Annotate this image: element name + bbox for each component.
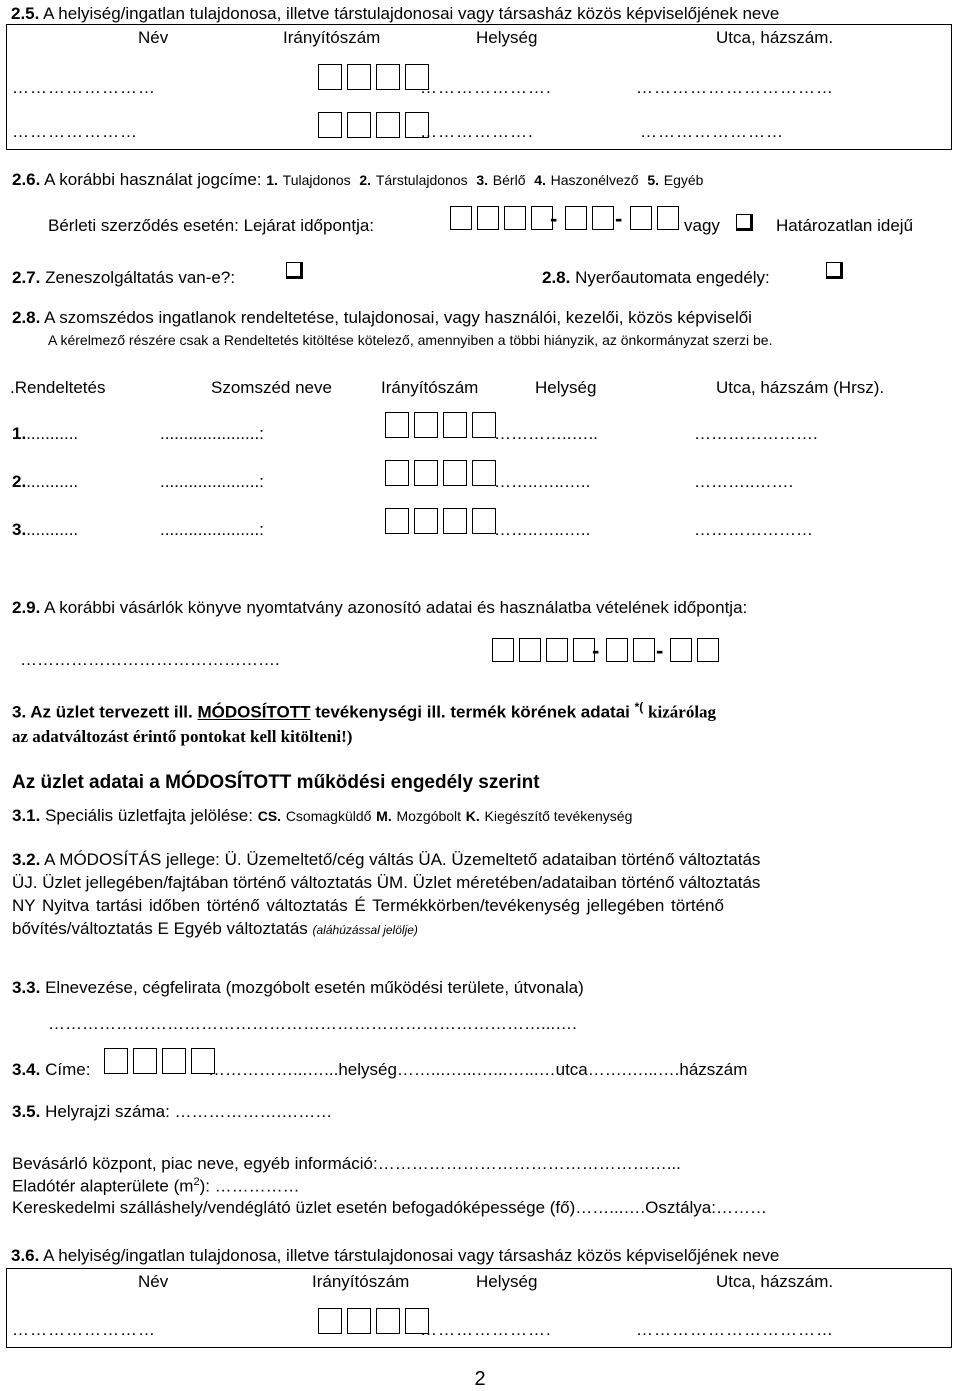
owner-name-field[interactable]: ……………………: [12, 1320, 156, 1339]
digit-box[interactable]: [376, 1308, 400, 1334]
col-city-header: Helység: [476, 1272, 538, 1291]
lease-expiry-label: Bérleti szerződés esetén: Lejárat időpontja:: [48, 216, 375, 235]
section-3-5: [12, 1102, 332, 1122]
date-dash: -: [592, 638, 600, 663]
col-city-header: Helység: [476, 28, 538, 47]
section-text: Címe:: [45, 1060, 91, 1079]
section-number: 2.5.: [11, 4, 40, 23]
digit-box[interactable]: [376, 112, 400, 138]
section-text: Elnevezése, cégfelirata (mozgóbolt esetén működési területe, útvonala): [45, 978, 584, 997]
section-text: A MÓDOSÍTÁS jellege:: [44, 850, 220, 869]
capacity-class-field[interactable]: Kereskedelmi szálláshely/vendéglátó üzlet esetén befogadóképessége (fő)……...….Osztálya:………: [12, 1198, 767, 1217]
shopping-center-field[interactable]: Bevásárló központ, piac neve, egyéb információ:……………………………………………...: [12, 1154, 681, 1173]
section-text: A szomszédos ingatlanok rendeltetése, tulajdonosai, vagy használói, kezelői, közös képviselői: [44, 308, 752, 327]
book-month-boxes[interactable]: [606, 638, 655, 662]
digit-box[interactable]: [414, 460, 438, 486]
digit-box[interactable]: [414, 508, 438, 534]
owner-name-field[interactable]: ……………………: [12, 78, 156, 97]
digit-box[interactable]: [162, 1048, 186, 1074]
digit-box[interactable]: [385, 412, 409, 438]
checkbox-icon[interactable]: [736, 214, 753, 231]
digit-box[interactable]: [606, 638, 628, 662]
section-3-title: [12, 700, 716, 723]
digit-box[interactable]: [347, 1308, 371, 1334]
section-title: A helyiség/ingatlan tulajdonosa, illetve társtulajdonosai vagy társasház közös képviselőjének neve: [43, 4, 780, 23]
section-3-heading: Az üzlet adatai a MÓDOSÍTOTT működési engedély szerint: [12, 772, 540, 793]
neighbor-zip-boxes[interactable]: [385, 508, 496, 534]
customer-book-id-field[interactable]: ……………………………………….: [20, 650, 280, 669]
lease-year-boxes[interactable]: [450, 206, 553, 230]
digit-box[interactable]: [519, 638, 541, 662]
digit-box[interactable]: [477, 206, 499, 230]
section-2-8-neighbors: [12, 308, 752, 328]
purpose-field[interactable]: ...........: [26, 472, 79, 491]
section-3-1: [12, 806, 632, 826]
neighbor-row-1[interactable]: [12, 424, 78, 444]
parcel-number-field[interactable]: ……………….………: [174, 1102, 333, 1121]
neighbor-row-2[interactable]: [12, 472, 78, 492]
modification-options-line-1[interactable]: Ü. Üzemeltető/cég váltás ÜA. Üzemeltető adataiban történő változtatás: [224, 850, 761, 869]
digit-box[interactable]: [318, 1308, 342, 1334]
section-2-9: [12, 598, 747, 618]
section-text: A korábbi vásárlók könyve nyomtatvány azonosító adatai és használatba vételének időpontja:: [44, 598, 748, 617]
or-label: vagy: [684, 216, 720, 235]
digit-box[interactable]: [472, 508, 496, 534]
option-owner[interactable]: Tulajdonos: [282, 172, 351, 188]
owner-city-field[interactable]: ………………….: [420, 1320, 552, 1339]
section-number: 2.8.: [12, 308, 41, 327]
digit-box[interactable]: [504, 206, 526, 230]
digit-box[interactable]: [546, 638, 568, 662]
section-number: 3.5.: [12, 1102, 41, 1121]
indefinite-checkbox[interactable]: [736, 214, 753, 234]
option-code: M.: [376, 808, 392, 824]
digit-box[interactable]: [104, 1048, 128, 1074]
owner-zip-boxes-2[interactable]: [318, 112, 429, 138]
shop-zip-boxes[interactable]: [104, 1048, 215, 1074]
digit-box[interactable]: [318, 112, 342, 138]
row-number: 2.: [12, 472, 27, 491]
col-zip-header: Irányítószám: [312, 1272, 410, 1291]
checkbox-icon[interactable]: [286, 262, 303, 279]
title-part: 3. Az üzlet tervezett ill.: [12, 702, 193, 722]
modification-option-text[interactable]: bővítés/változtatás E Egyéb változtatás: [12, 919, 308, 938]
modification-options-line-2[interactable]: ÜJ. Üzlet jellegében/fajtában történő változtatás ÜM. Üzlet méretében/adataiban történő változtatás: [12, 873, 761, 892]
option-code: K.: [465, 808, 480, 824]
title-part: tevékenységi ill. termék körének adatai: [315, 702, 630, 722]
digit-box[interactable]: [630, 206, 652, 230]
date-dash: -: [550, 206, 558, 231]
shop-name-field[interactable]: ……………………………………………………………………………...….: [48, 1014, 577, 1033]
section-number: 3.3.: [12, 978, 41, 997]
digit-box[interactable]: [472, 460, 496, 486]
sales-area-label: Eladótér alapterülete (m: [12, 1176, 194, 1196]
section-2-6: [12, 170, 703, 190]
option-usufructuary[interactable]: Haszonélvező: [550, 172, 639, 188]
option-number: 4.: [534, 172, 546, 188]
sales-area-dots[interactable]: ): ……………: [199, 1176, 300, 1196]
digit-box[interactable]: [376, 64, 400, 90]
digit-box[interactable]: [385, 508, 409, 534]
digit-box[interactable]: [385, 460, 409, 486]
digit-box[interactable]: [133, 1048, 157, 1074]
purpose-field[interactable]: ...........: [26, 520, 79, 539]
title-modified: MÓDOSÍTOTT: [197, 702, 311, 722]
option-tenant[interactable]: Bérlő: [492, 172, 526, 188]
owner-name-field-2[interactable]: …………………: [12, 122, 138, 141]
option-mail-order[interactable]: Csomagküldő: [285, 808, 372, 824]
section-number: 2.9.: [12, 598, 41, 617]
col-street-header: Utca, házszám.: [716, 1272, 834, 1291]
gaming-license-checkbox[interactable]: [826, 262, 843, 282]
owner-zip-boxes[interactable]: [318, 1308, 429, 1334]
section-2-5-title: [11, 4, 779, 24]
section-text: Helyrajzi száma:: [45, 1102, 170, 1121]
section-number: 2.8.: [542, 268, 571, 287]
neighbor-city-field[interactable]: ……..…..…..: [494, 520, 591, 539]
option-number: 2.: [359, 172, 372, 188]
neighbor-city-field[interactable]: ……..…..…..: [494, 472, 591, 491]
section-number: 3.6.: [11, 1246, 40, 1265]
option-number: 3.: [476, 172, 489, 188]
lease-month-boxes[interactable]: [565, 206, 614, 230]
digit-box[interactable]: [565, 206, 587, 230]
row-number: 3.: [12, 520, 27, 539]
section-3-instruction: az adatváltozást érintő pontokat kell kitölteni!): [12, 727, 353, 746]
section-number: 3.2.: [12, 850, 41, 869]
neighbor-street-field[interactable]: …………………: [694, 520, 813, 539]
option-code: CS.: [257, 808, 282, 824]
col-city-header: Helység: [535, 378, 597, 397]
col-street-header: Utca, házszám (Hrsz).: [716, 378, 885, 397]
digit-box[interactable]: [492, 638, 514, 662]
option-number: 5.: [647, 172, 659, 188]
superscript: 2: [193, 1176, 200, 1188]
col-zip-header: Irányítószám: [381, 378, 479, 397]
checkbox-icon[interactable]: [826, 262, 843, 279]
owner-street-field-2[interactable]: ……………………: [640, 122, 784, 141]
col-street-header: Utca, házszám.: [716, 28, 834, 47]
section-text: Speciális üzletfajta jelölése:: [45, 806, 253, 825]
date-dash: -: [615, 206, 623, 231]
music-service-checkbox[interactable]: [286, 262, 303, 282]
digit-box[interactable]: [633, 638, 655, 662]
neighbor-row-3[interactable]: [12, 520, 78, 540]
book-day-boxes[interactable]: [670, 638, 719, 662]
owner-city-field-2[interactable]: ……………….: [420, 122, 534, 141]
page-number: 2: [474, 1368, 486, 1390]
option-other[interactable]: Egyéb: [663, 172, 704, 188]
neighbors-note: A kérelmező részére csak a Rendeltetés kitöltése kötelező, amennyiben a többi hiányzik, az önkormányzat szerzi be.: [48, 332, 773, 348]
neighbor-street-field[interactable]: ………………….: [694, 424, 818, 443]
digit-box[interactable]: [443, 460, 467, 486]
section-3-4: [12, 1060, 90, 1080]
col-name-header: Név: [138, 28, 169, 47]
col-zip-header: Irányítószám: [283, 28, 381, 47]
col-neighbor-header: Szomszéd neve: [211, 378, 332, 397]
neighbor-zip-boxes[interactable]: [385, 460, 496, 486]
digit-box[interactable]: [592, 206, 614, 230]
neighbor-name-field[interactable]: .....................:: [160, 520, 264, 539]
col-purpose-header: .Rendeltetés: [10, 378, 106, 397]
section-number: 3.4.: [12, 1060, 41, 1079]
indefinite-label: Határozatlan idejű: [776, 216, 914, 235]
shop-address-fields[interactable]: ……………...…...helység……...…...…...…...…utca…….…...….házszám: [208, 1060, 748, 1079]
section-number: 3.1.: [12, 806, 41, 825]
section-number: 2.7.: [12, 268, 41, 287]
section-3-6-title: [11, 1246, 779, 1266]
section-2-7: [12, 268, 235, 288]
digit-box[interactable]: [697, 638, 719, 662]
digit-box[interactable]: [450, 206, 472, 230]
lease-day-boxes[interactable]: [630, 206, 679, 230]
section-text: A korábbi használat jogcíme:: [44, 170, 262, 189]
neighbor-zip-boxes[interactable]: [385, 412, 496, 438]
digit-box[interactable]: [347, 112, 371, 138]
row-number: 1.: [12, 424, 27, 443]
option-mobile-shop[interactable]: Mozgóbolt: [396, 808, 462, 824]
digit-box[interactable]: [670, 638, 692, 662]
digit-box[interactable]: [443, 412, 467, 438]
neighbor-street-field[interactable]: ………..…….: [694, 472, 794, 491]
digit-box[interactable]: [657, 206, 679, 230]
modification-options-line-3[interactable]: NY Nyitva tartási időben történő változtatás É Termékkörben/tevékenység jellegében történő: [12, 896, 724, 915]
option-number: 1.: [266, 172, 278, 188]
owner-city-field[interactable]: ………………….: [420, 78, 552, 97]
digit-box[interactable]: [318, 64, 342, 90]
neighbor-name-field[interactable]: .....................:: [160, 472, 264, 491]
digit-box[interactable]: [443, 508, 467, 534]
underline-note: (aláhúzással jelölje): [312, 923, 418, 937]
section-title: A helyiség/ingatlan tulajdonosa, illetve társtulajdonosai vagy társasház közös képviselőjének neve: [43, 1246, 780, 1265]
neighbor-city-field[interactable]: …………..…..: [494, 424, 598, 443]
digit-box[interactable]: [347, 64, 371, 90]
section-text: Zeneszolgáltatás van-e?:: [45, 268, 236, 287]
book-year-boxes[interactable]: [492, 638, 595, 662]
date-dash: -: [656, 638, 664, 663]
sales-area-field[interactable]: [12, 1176, 300, 1197]
title-part: kizárólag: [648, 702, 717, 722]
section-3-2: [12, 850, 760, 870]
owner-street-field[interactable]: ……………………………: [636, 1320, 834, 1339]
modification-options-line-4: [12, 919, 418, 939]
option-supplementary[interactable]: Kiegészítő tevékenység: [484, 808, 633, 824]
col-name-header: Név: [138, 1272, 169, 1291]
neighbor-name-field[interactable]: .....................:: [160, 424, 264, 443]
purpose-field[interactable]: ...........: [26, 424, 79, 443]
digit-box[interactable]: [472, 412, 496, 438]
section-2-8-gaming: [542, 268, 770, 288]
option-co-owner[interactable]: Társtulajdonos: [375, 172, 468, 188]
owner-zip-boxes[interactable]: [318, 64, 429, 90]
section-text: Nyerőautomata engedély:: [575, 268, 770, 287]
footnote-mark: *(: [634, 700, 644, 714]
section-number: 2.6.: [12, 170, 41, 189]
owner-street-field[interactable]: ……………………………: [636, 78, 834, 97]
section-3-3: [12, 978, 584, 998]
digit-box[interactable]: [414, 412, 438, 438]
